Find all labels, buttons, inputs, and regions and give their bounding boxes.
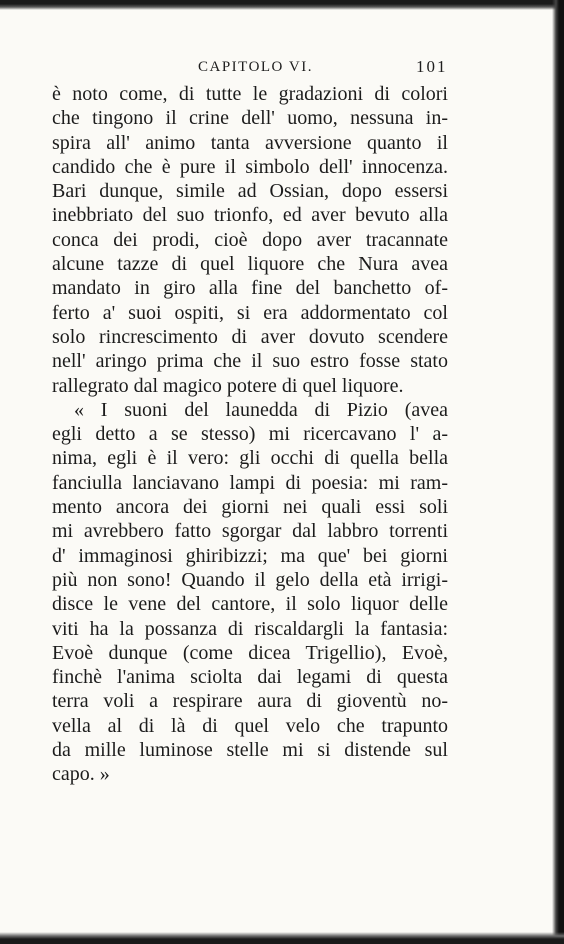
scan-edge-right — [552, 0, 564, 944]
text-line: fanciulla lanciavano lampi di poesia: mi ram- — [52, 471, 448, 494]
running-head — [0, 57, 564, 81]
text-line: egli detto a se stesso) mi ricercavano l' a- — [52, 423, 448, 446]
text-line: inebbriato del suo trionfo, ed aver bevuto alla — [52, 204, 448, 227]
text-line: capo. » — [52, 763, 110, 786]
text-line: mento ancora dei giorni nei quali essi soli — [52, 496, 448, 519]
text-line: Evoè dunque (come dicea Trigellio), Evoè, — [52, 641, 448, 664]
text-line: nima, egli è il vero: gli occhi di quella bella — [52, 447, 448, 470]
text-line: disce le vene del cantore, il solo liquor delle — [52, 593, 448, 616]
scan-edge-bottom — [0, 932, 564, 944]
text-line: mandato in giro alla fine del banchetto of- — [52, 277, 448, 300]
text-line: conca dei prodi, cioè dopo aver tracannate — [52, 228, 448, 251]
text-line: terra voli a respirare aura di gioventù no- — [52, 690, 448, 713]
chapter-title: CAPITOLO VI. — [198, 59, 313, 75]
text-line: vella al di là di quel velo che trapunto — [52, 714, 448, 737]
text-line: Bari dunque, simile ad Ossian, dopo essersi — [52, 180, 448, 203]
page-number: 101 — [416, 57, 448, 76]
text-line: viti ha la possanza di riscaldargli la fantasia: — [52, 617, 448, 640]
text-line: alcune tazze di quel liquore che Nura avea — [52, 253, 448, 276]
text-line: spira all' animo tanta avversione quanto il — [52, 131, 448, 154]
text-line: solo rincrescimento di aver dovuto scendere — [52, 325, 448, 348]
text-line: che tingono il crine dell' uomo, nessuna in- — [52, 107, 448, 130]
text-line: d' immaginosi ghiribizzi; ma que' bei giorni — [52, 544, 448, 567]
text-line: candido che è pure il simbolo dell' innocenza. — [52, 155, 448, 178]
text-line: « I suoni del launedda di Pizio (avea — [74, 398, 448, 421]
scan-edge-top — [0, 0, 564, 10]
text-line: più non sono! Quando il gelo della età irrigi- — [52, 568, 448, 591]
text-line: ferto a' suoi ospiti, si era addormentato col — [52, 301, 448, 324]
text-line: nell' aringo prima che il suo estro fosse stato — [52, 350, 448, 373]
text-line: è noto come, di tutte le gradazioni di colori — [52, 83, 448, 105]
body-text — [52, 82, 448, 787]
text-line: da mille luminose stelle mi si distende sul — [52, 739, 448, 762]
text-line: rallegrato dal magico potere di quel liquore. — [52, 374, 404, 397]
text-line: finchè l'anima sciolta dai legami di questa — [52, 666, 448, 689]
text-line: mi avrebbero fatto sgorgar dal labbro torrenti — [52, 520, 448, 543]
